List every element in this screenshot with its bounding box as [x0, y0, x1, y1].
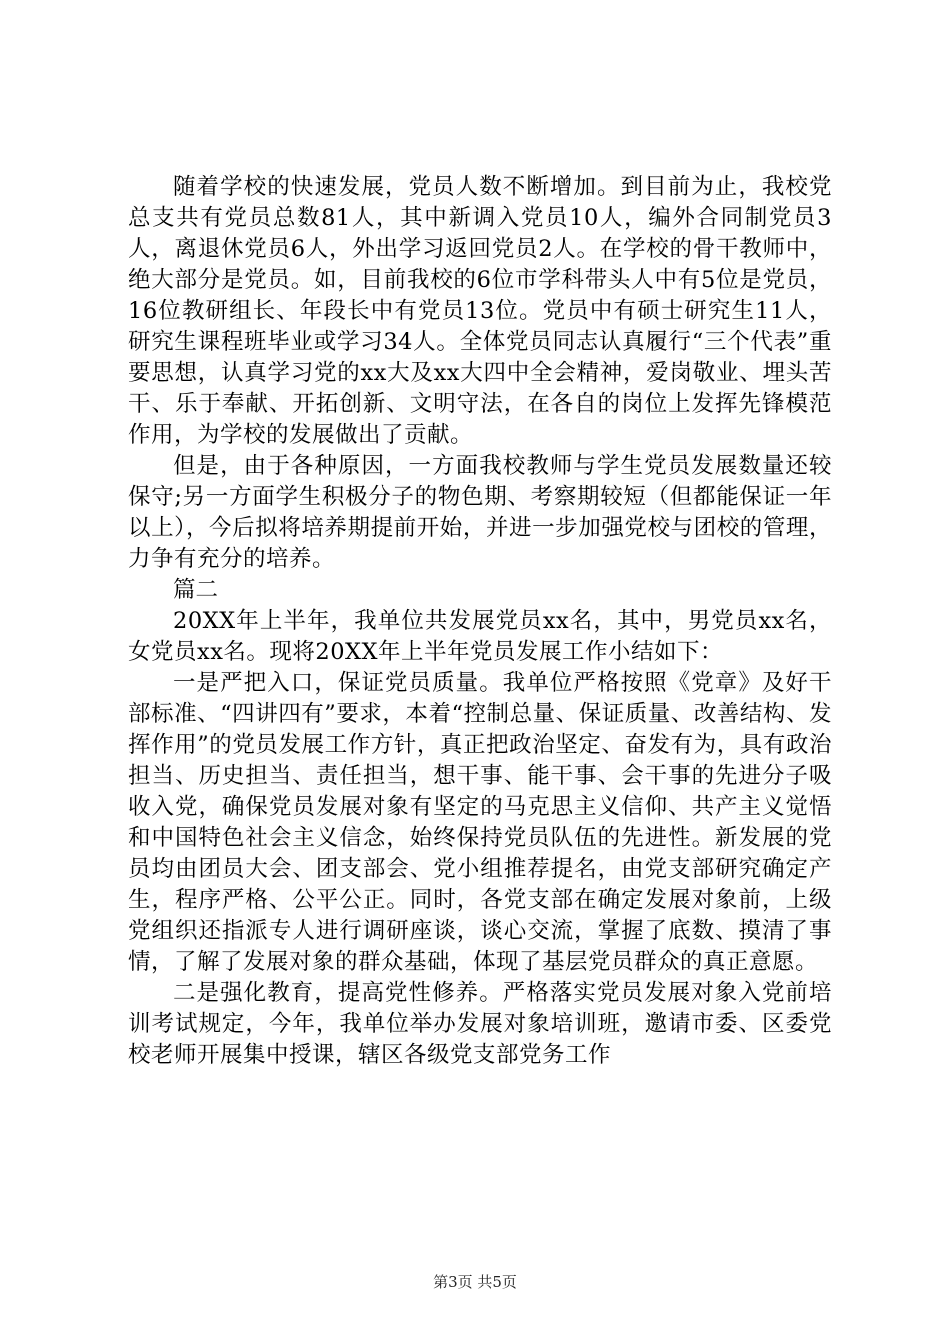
- page-number-footer: 第3页 共5页: [433, 1273, 517, 1291]
- paragraph-half-year-summary: 20XX年上半年，我单位共发展党员xx名，其中，男党员xx名，女党员xx名。现将20XX年上半年党员发展工作小结如下：: [128, 608, 832, 665]
- paragraph-party-members-count: 随着学校的快速发展，党员人数不断增加。到目前为止，我校党总支共有党员总数81人，其中新调入党员10人，编外合同制党员3人，离退休党员6人，外出学习返回党员2人。在学校的骨干教师中，绝大部分是党员。如，目前我校的6位市学科带头人中有5位是党员，16位教研组长、年段长中有党员13位。党员中有硕士研究生11人，研究生课程班毕业或学习34人。全体党员同志认真履行“三个代表”重要思想，认真学习党的xx大及xx大四中全会精神，爱岗敬业、埋头苦干、乐于奉献、开拓创新、文明守法，在各自的岗位上发挥先锋模范作用，为学校的发展做出了贡献。: [128, 174, 832, 448]
- paragraph-strengthen-education: 二是强化教育，提高党性修养。严格落实党员发展对象入党前培训考试规定，今年，我单位举办发展对象培训班，邀请市委、区委党校老师开展集中授课，辖区各级党支部党务工作: [128, 980, 832, 1068]
- paragraph-strict-entry: 一是严把入口，保证党员质量。我单位严格按照《党章》及好干部标准、“四讲四有”要求，本着“控制总量、保证质量、改善结构、发挥作用”的党员发展工作方针，真正把政治坚定、奋发有为，具有政治担当、历史担当、责任担当，想干事、能干事、会干事的先进分子吸收入党，确保党员发展对象有坚定的马克思主义信仰、共产主义觉悟和中国特色社会主义信念，始终保持党员队伍的先进性。新发展的党员均由团员大会、团支部会、党小组推荐提名，由党支部研究确定产生，程序严格、公平公正。同时，各党支部在确定发展对象前，上级党组织还指派专人进行调研座谈，谈心交流，掌握了底数、摸清了事情，了解了发展对象的群众基础，体现了基层党员群众的真正意愿。: [128, 670, 832, 975]
- document-body: [128, 172, 832, 1071]
- section-heading: 篇二: [173, 577, 219, 603]
- paragraph-development-issues: 但是，由于各种原因，一方面我校教师与学生党员发展数量还较保守;另一方面学生积极分子的物色期、考察期较短（但都能保证一年以上），今后拟将培养期提前开始，并进一步加强党校与团校的管理，力争有充分的培养。: [128, 453, 832, 572]
